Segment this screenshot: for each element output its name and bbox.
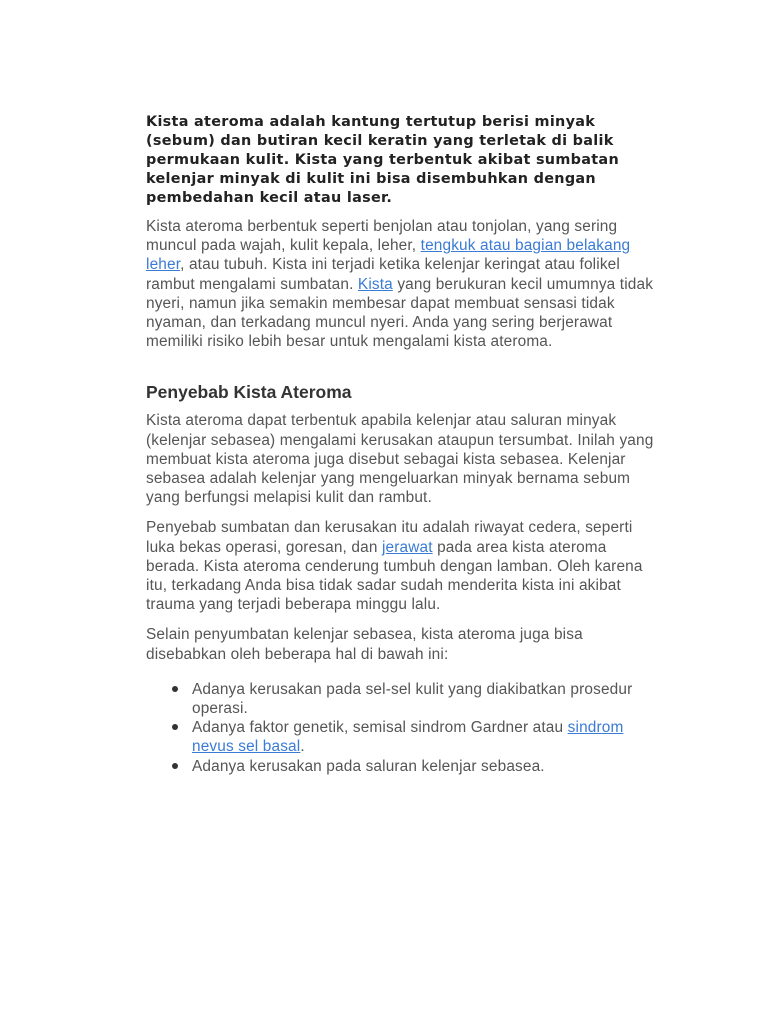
section-heading: Penyebab Kista Ateroma [146, 382, 352, 403]
article [146, 113, 656, 776]
cause-paragraph-1: Kista ateroma dapat terbentuk apabila kelenjar atau saluran minyak (kelenjar sebasea) mengalami kerusakan ataupun tersumbat. Inilah yang membuat kista ateroma juga disebut sebagai kista sebasea. Kelenjar sebasea adalah kelenjar yang mengeluarkan minyak bernama sebum yang berfungsi melapisi kulit dan rambut. [146, 412, 654, 507]
cause-text-1: Penyebab sumbatan dan kerusakan itu adalah riwayat cedera, seperti luka bekas operasi, goresan, dan [146, 519, 633, 556]
cause-list [146, 680, 656, 776]
sindrom-nevus-link[interactable]: sindrom nevus sel basal [192, 719, 624, 756]
tengkuk-link[interactable]: tengkuk atau bagian belakang leher [146, 237, 631, 274]
list-item-text: Adanya kerusakan pada saluran kelenjar sebasea. [192, 757, 545, 775]
list-item [146, 680, 656, 718]
lead-paragraph: Kista ateroma adalah kantung tertutup berisi minyak (sebum) dan butiran kecil keratin yang terletak di balik permukaan kulit. Kista yang terbentuk akibat sumbatan kelenjar minyak di kulit ini bisa disembuhkan dengan pembedahan kecil atau laser. [146, 114, 619, 206]
bullet-icon [172, 763, 178, 769]
list-item-text-1: Adanya faktor genetik, semisal sindrom Gardner atau [192, 719, 568, 737]
intro-paragraph [146, 217, 656, 351]
bullet-icon [172, 724, 178, 730]
cause-text-2: pada area kista ateroma berada. Kista ateroma cenderung tumbuh dengan lamban. Oleh karena itu, terkadang Anda bisa tidak sadar sudah menderita kista ini akibat trauma yang terjadi beberapa minggu lalu. [146, 538, 643, 614]
bullet-icon [172, 686, 178, 692]
list-item [146, 757, 656, 776]
intro-text-3: yang berukuran kecil umumnya tidak nyeri, namun jika semakin membesar dapat membuat sensasi tidak nyaman, dan terkadang muncul nyeri. Anda yang sering berjerawat memiliki risiko lebih besar untuk mengalami kista ateroma. [146, 275, 654, 351]
list-item-text: Adanya kerusakan pada sel-sel kulit yang diakibatkan prosedur operasi. [192, 680, 633, 718]
kista-link[interactable]: Kista [357, 275, 393, 293]
list-item-text-2: . [300, 738, 305, 756]
jerawat-link[interactable]: jerawat [381, 538, 433, 556]
cause-paragraph-3: Selain penyumbatan kelenjar sebasea, kista ateroma juga bisa disebabkan oleh beberapa hal di bawah ini: [146, 626, 583, 663]
list-item [146, 718, 656, 756]
intro-text-1: Kista ateroma berbentuk seperti benjolan atau tonjolan, yang sering muncul pada wajah, kulit kepala, leher, [146, 218, 618, 255]
intro-text-2: , atau tubuh. Kista ini terjadi ketika kelenjar keringat atau folikel rambut mengalami sumbatan. [146, 256, 620, 293]
cause-paragraph-2 [146, 518, 656, 614]
